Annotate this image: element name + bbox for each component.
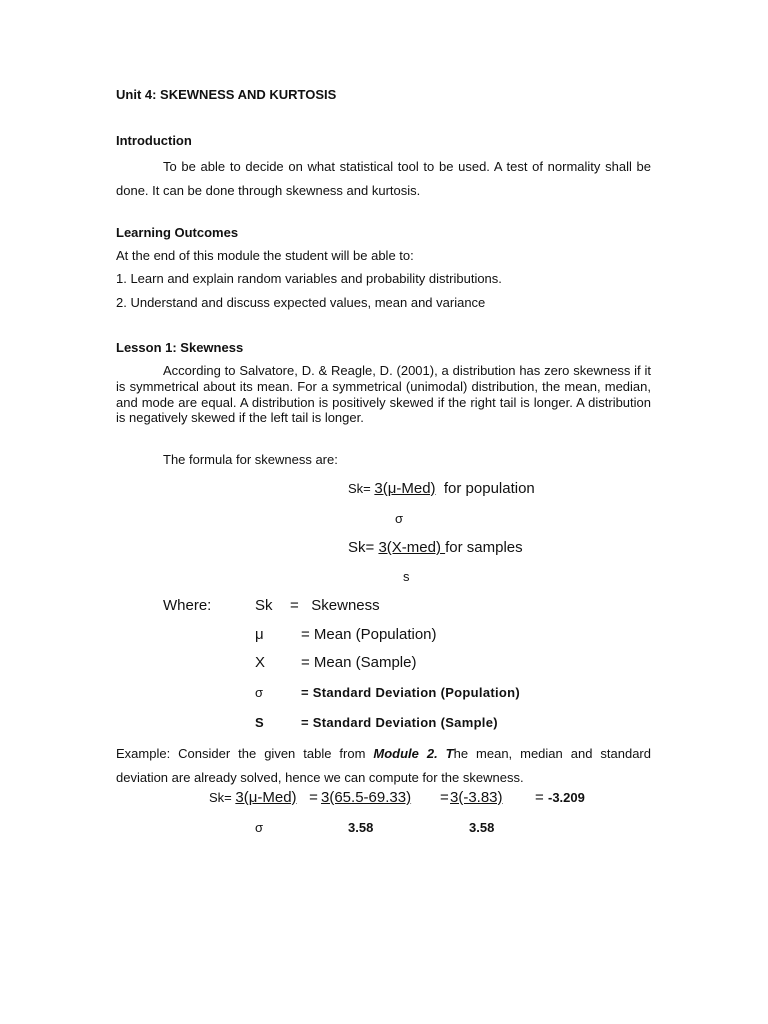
definition-meaning: = Mean (Population) [301,626,437,643]
definition-symbol: Sk [255,597,273,614]
definition-symbol: μ [255,626,264,643]
where-label: Where: [163,597,212,614]
formula-lhs: Sk= [348,539,379,556]
formula-numerator: 3(X-med) [378,539,446,556]
calc-lhs: Sk= [209,790,236,805]
formula-population [348,480,535,498]
definition-meaning: = Mean (Sample) [301,654,417,671]
definition-meaning: = Standard Deviation (Population) [301,685,520,700]
calc-result: -3.209 [548,790,585,805]
outcome-item-2: 2. Understand and discuss expected values, mean and variance [116,295,486,310]
calc-denominator-2: 3.58 [348,820,374,835]
calc-denominator-3: 3.58 [469,820,495,835]
formula-sample-denominator: s [403,569,410,584]
example-prefix: Example: Consider the given table from [116,746,374,761]
learning-outcomes-heading: Learning Outcomes [116,225,239,240]
formula-numerator: 3(μ-Med) [374,480,436,497]
introduction-heading: Introduction [116,133,192,148]
calc-equals-1: = [305,789,323,806]
calc-step3: 3(-3.83) [450,789,503,806]
example-rest: he mean, median and standard deviation are already solved, hence we can compute for the skewness. [116,746,651,785]
unit-title: Unit 4: SKEWNESS AND KURTOSIS [116,87,337,102]
formula-suffix: for population [435,480,535,497]
formula-intro: The formula for skewness are: [163,452,338,467]
outcome-item-1: 1. Learn and explain random variables and probability distributions. [116,271,502,286]
introduction-paragraph: To be able to decide on what statistical tool to be used. A test of normality shall be done. It can be done through skewness and kurtosis. [116,159,651,198]
formula-sample [348,539,523,557]
calc-step1: 3(μ-Med) [235,789,297,806]
example-paragraph [116,742,651,790]
example-calculation [209,789,297,807]
lesson1-heading: Lesson 1: Skewness [116,340,244,355]
formula-lhs: Sk= [348,481,375,496]
definition-meaning: = Skewness [290,597,380,614]
calc-equals-2: = [440,789,449,806]
definition-symbol: S [255,715,264,730]
definition-meaning: = Standard Deviation (Sample) [301,715,498,730]
formula-population-denominator: σ [395,511,404,526]
lesson1-paragraph: According to Salvatore, D. & Reagle, D. (2001), a distribution has zero skewness if it is symmetrical about its mean. For a symmetrical (unimodal) distribution, the mean, median, and mode are equal. A distribution is positively skewed if the right tail is longer. A distribution is negatively skewed if the left tail is longer. [116,363,651,426]
formula-suffix: for samples [445,539,523,556]
calc-denominator-1: σ [255,820,264,835]
calc-equals-3: = [535,789,548,806]
definition-symbol: σ [255,685,264,700]
calc-step2: 3(65.5-69.33) [321,789,412,806]
definition-symbol: X [255,654,266,671]
learning-outcomes-intro: At the end of this module the student will be able to: [116,248,414,263]
example-module-ref: Module 2. T [373,746,454,761]
